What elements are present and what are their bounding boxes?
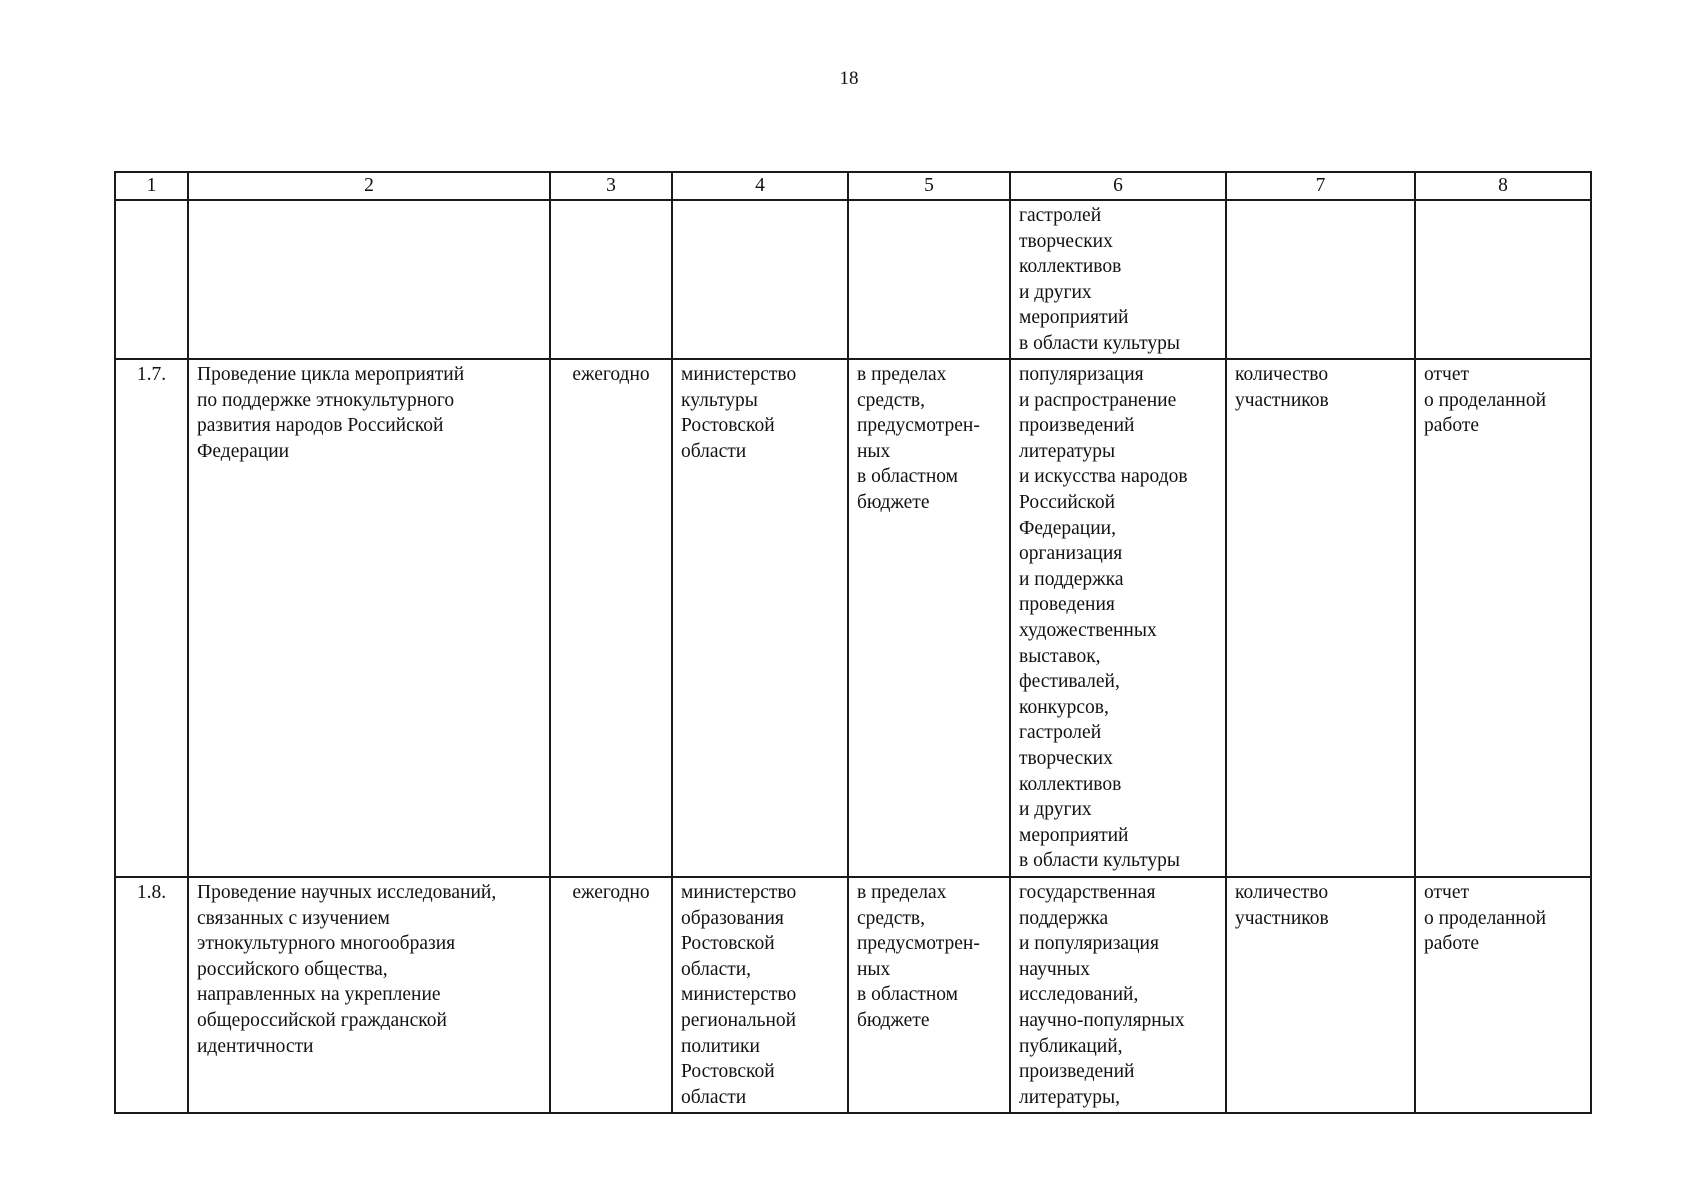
indicator-cell: количество участников bbox=[1226, 877, 1415, 1113]
table-header-row bbox=[115, 172, 1591, 200]
table-row bbox=[115, 200, 1591, 359]
row-number-cell bbox=[115, 200, 188, 359]
term-cell: ежегодно bbox=[550, 877, 672, 1113]
funding-cell bbox=[848, 200, 1010, 359]
plan-table bbox=[114, 171, 1592, 1114]
report-cell bbox=[1415, 200, 1591, 359]
column-header: 5 bbox=[848, 172, 1010, 200]
executor-cell: министерство культуры Ростовской области bbox=[672, 359, 848, 877]
funding-cell: в пределах средств, предусмотрен- ных в областном бюджете bbox=[848, 877, 1010, 1113]
table-row bbox=[115, 359, 1591, 877]
indicator-cell: количество участников bbox=[1226, 359, 1415, 877]
row-number-cell: 1.7. bbox=[115, 359, 188, 877]
measure-name-cell: Проведение цикла мероприятий по поддержке этнокультурного развития народов Российской Федерации bbox=[188, 359, 550, 877]
funding-cell: в пределах средств, предусмотрен- ных в областном бюджете bbox=[848, 359, 1010, 877]
term-cell: ежегодно bbox=[550, 359, 672, 877]
report-cell: отчет о проделанной работе bbox=[1415, 877, 1591, 1113]
measure-name-cell bbox=[188, 200, 550, 359]
column-header: 1 bbox=[115, 172, 188, 200]
column-header: 7 bbox=[1226, 172, 1415, 200]
measure-name-cell: Проведение научных исследований, связанных с изучением этнокультурного многообразия российского общества, направленных на укрепление общероссийской гражданской идентичности bbox=[188, 877, 550, 1113]
column-header: 2 bbox=[188, 172, 550, 200]
column-header: 4 bbox=[672, 172, 848, 200]
page-number: 18 bbox=[839, 68, 859, 89]
table-row bbox=[115, 877, 1591, 1113]
indicator-cell bbox=[1226, 200, 1415, 359]
executor-cell bbox=[672, 200, 848, 359]
column-header: 6 bbox=[1010, 172, 1226, 200]
report-cell: отчет о проделанной работе bbox=[1415, 359, 1591, 877]
result-cell: гастролей творческих коллективов и других мероприятий в области культуры bbox=[1010, 200, 1226, 359]
column-header: 8 bbox=[1415, 172, 1591, 200]
result-cell: популяризация и распространение произведений литературы и искусства народов Российской Федерации, организация и поддержка проведения художественных выставок, фестивалей, конкурсов, гастролей творческих коллективов и других мероприятий в области культуры bbox=[1010, 359, 1226, 877]
term-cell bbox=[550, 200, 672, 359]
column-header: 3 bbox=[550, 172, 672, 200]
executor-cell: министерство образования Ростовской области, министерство региональной политики Ростовской области bbox=[672, 877, 848, 1113]
row-number-cell: 1.8. bbox=[115, 877, 188, 1113]
result-cell: государственная поддержка и популяризация научных исследований, научно-популярных публикаций, произведений литературы, bbox=[1010, 877, 1226, 1113]
